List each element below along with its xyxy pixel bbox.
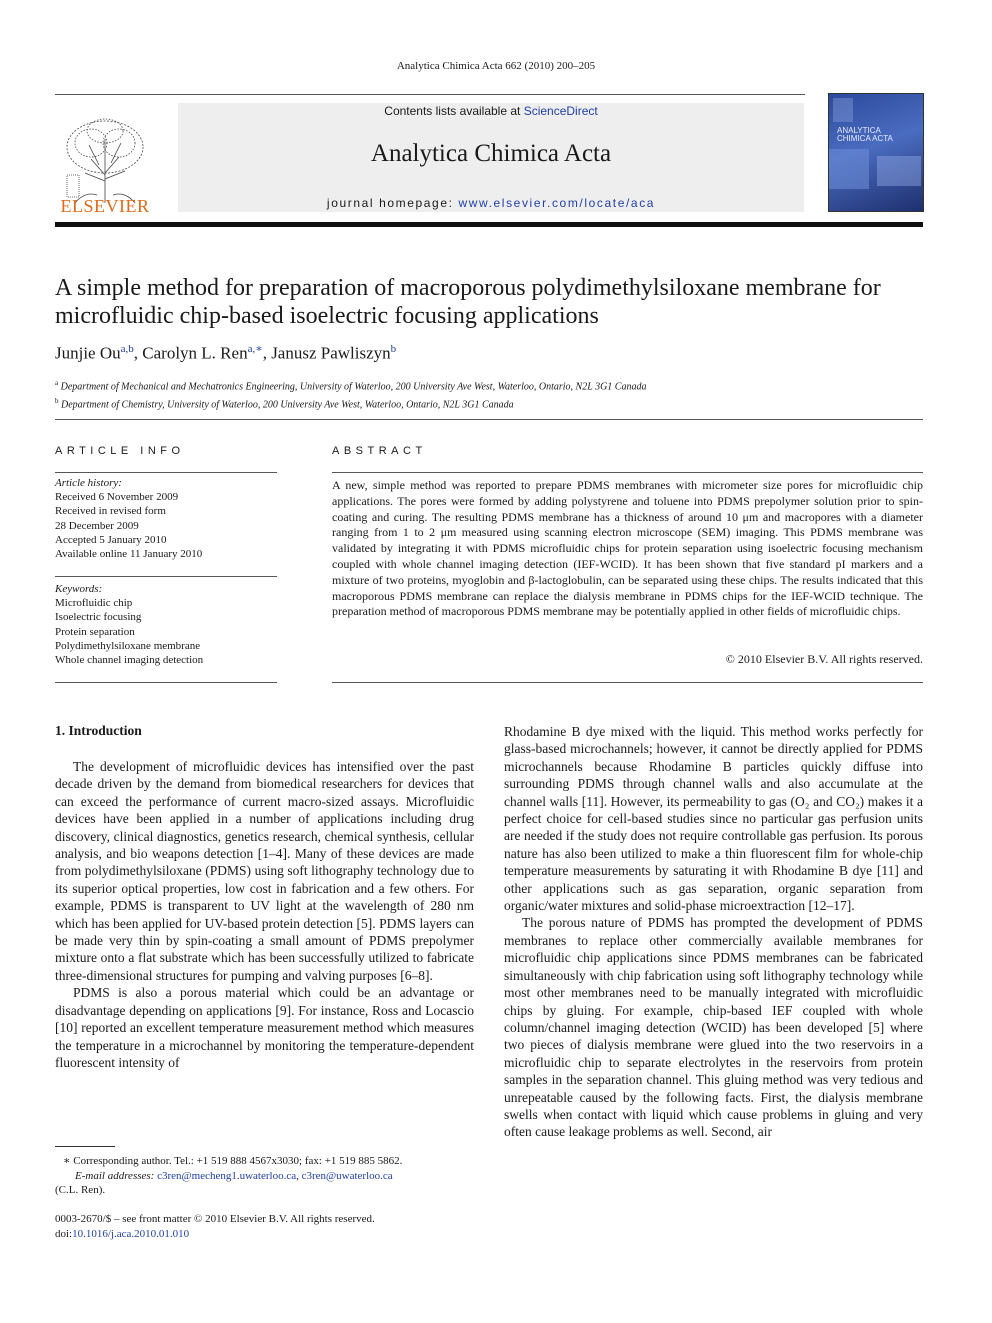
- cover-art: [829, 94, 924, 212]
- journal-homepage-link[interactable]: www.elsevier.com/locate/aca: [458, 196, 656, 210]
- article-info-bottom-rule: [55, 682, 277, 683]
- keyword-item: Polydimethylsiloxane membrane: [55, 639, 201, 652]
- contents-prefix: Contents lists available at: [384, 104, 524, 118]
- author-affiliation-marker[interactable]: a,∗: [247, 343, 263, 355]
- page-footer: [55, 1212, 475, 1242]
- email-separator: ,: [296, 1169, 302, 1182]
- author-affiliation-marker[interactable]: b: [390, 343, 397, 355]
- body-paragraph: The porous nature of PDMS has prompted the development of PDMS membranes to replace other commercially available membranes for microfluidic chip applications since PDMS membranes can be fabricated simultaneously with chip fabrication using soft lithography technology while most other membranes need to be manually integrated with microfluidic chips by gluing. For example, chip-based IEF coupled with whole column/channel imaging detection (WCID) has been developed [5] where two pieces of dialysis membrane were glued into the two reservoirs in a microfluidic chip to separate electrolytes in the reservoirs from protein samples in the separation channel. This gluing method was very tedious and unrepeatable caused by the following facts. First, the dialysis membrane swells when contact with liquid which cause problems in gluing and very often cause leakage problems as well. Second, air: [504, 915, 923, 1140]
- abstract-copyright: © 2010 Elsevier B.V. All rights reserved.: [725, 652, 923, 666]
- footnote-author-initials: (C.L. Ren).: [55, 1184, 106, 1197]
- author-list: Junjie Ou$^{a,b}$, Carolyn L. Ren$^{a,∗}$, Janusz Pawliszyn$^b$: [55, 343, 397, 363]
- body-column-right: [504, 723, 923, 1141]
- keyword-item: Whole channel imaging detection: [55, 654, 204, 667]
- cover-title-line1: ANALYTICA: [837, 126, 881, 135]
- email-label: E-mail addresses:: [75, 1169, 158, 1182]
- corresponding-author-footnote: [55, 1154, 475, 1198]
- article-history: [55, 476, 277, 561]
- homepage-prefix: journal homepage:: [326, 196, 459, 210]
- affiliation-item: [55, 394, 935, 412]
- email-link[interactable]: c3ren@uwaterloo.ca: [301, 1169, 393, 1182]
- history-line: Received in revised form: [55, 505, 166, 518]
- top-rule: [55, 94, 805, 95]
- affiliation-text: Department of Mechanical and Mechatronics Engineering, University of Waterloo, 200 University Ave West, Waterloo, Ontario, N2L 3G1 Canada: [60, 381, 647, 393]
- cover-title-line2: CHIMICA ACTA: [837, 134, 893, 143]
- body-paragraph: PDMS is also a porous material which could be an advantage or disadvantage depending on applications [9]. For instance, Ross and Locascio [10] reported an excellent temperature measurement method which measures the temperature in a microchannel by monitoring the temperature-dependent fluorescent intensity of: [55, 985, 474, 1070]
- author-affiliation-marker[interactable]: a,b: [120, 343, 134, 355]
- abstract-bottom-rule: [332, 682, 923, 683]
- history-line: Received 6 November 2009: [55, 491, 179, 504]
- footnote-rule: [55, 1146, 115, 1147]
- doi-line: [55, 1227, 475, 1242]
- contents-lists-line: [178, 104, 804, 118]
- email-line: [55, 1169, 475, 1184]
- email-link[interactable]: c3ren@mecheng1.uwaterloo.ca: [157, 1169, 297, 1182]
- history-line: Accepted 5 January 2010: [55, 533, 167, 546]
- doi-prefix: doi:: [55, 1228, 73, 1240]
- journal-citation: Analytica Chimica Acta 662 (2010) 200–205: [396, 60, 596, 72]
- body-paragraph: Rhodamine B dye mixed with the liquid. This method works perfectly for glass-based microchannels; however, it cannot be directly applied for PDMS microchannels because Rhodamine B particles quickly diffuse into surrounding PDMS through channel walls and also accumulate at the channel walls [11]. However, its permeability to gas (O₂ and CO₂) makes it a perfect choice for cell-based studies since no particular gas perfusion units are needed if the study does not require controllable gas perfusion. Its porous nature has also been utilized to make a thin fluorescent film for whole-chip temperature measurements by saturating it with Rhodamine B dye [11] and other applications such as gas separation, organic separation from organic/water mixtures and solid-phase microextraction [12–17].: [504, 724, 923, 914]
- keywords: [55, 582, 277, 667]
- journal-name: Analytica Chimica Acta: [370, 140, 612, 167]
- section-heading-introduction: 1. Introduction: [55, 723, 142, 738]
- corresponding-author-line: ∗ Corresponding author. Tel.: +1 519 888 4567x3030; fax: +1 519 885 5862.: [63, 1155, 403, 1167]
- article-history-label: Article history:: [55, 477, 122, 489]
- article-info-heading: ARTICLE INFO: [55, 445, 185, 457]
- keyword-item: Isoelectric focusing: [55, 611, 142, 624]
- affiliations: [55, 376, 935, 413]
- keyword-item: Microfluidic chip: [55, 597, 133, 610]
- journal-cover-thumbnail: [828, 93, 924, 212]
- cover-title: [837, 127, 923, 143]
- affiliations-rule: [55, 419, 923, 420]
- affiliation-text: Department of Chemistry, University of Waterloo, 200 University Ave West, Waterloo, Ontario, N2L 3G1 Canada: [61, 399, 514, 411]
- history-line: 28 December 2009: [55, 519, 139, 532]
- issn-line: 0003-2670/$ – see front matter © 2010 Elsevier B.V. All rights reserved.: [55, 1213, 375, 1225]
- journal-homepage-line: [178, 196, 804, 210]
- abstract-text: A new, simple method was reported to prepare PDMS membranes with micrometer size pores for microfluidic chip applications. The pores were formed by adding polystyrene and toluene into PDMS prepolymer solution prior to spin-coating and curing. The resulting PDMS membrane has a thickness of around 10 μm and macropores with a diameter ranging from 1 to 2 μm measured using scanning electron microscope (SEM) imaging. This PDMS membrane was validated by integrating it with PDMS microfluidic chips for protein separation using isoelectric focusing mechanism coupled with whole channel imaging detection (IEF-WCID). It has been shown that five standard pI markers and a mixture of two proteins, myoglobin and β-lactoglobulin, can be separated using these chips. The results indicated that this macroporous PDMS membrane can replace the dialysis membrane in PDMS chips for the IEF-WCID technique. The preparation method of macroporous PDMS membrane may be potentially applied in other fields of microfluidic chips.: [332, 478, 923, 619]
- header-thick-rule: [55, 222, 923, 227]
- doi-link[interactable]: 10.1016/j.aca.2010.01.010: [72, 1228, 190, 1240]
- affiliation-item: [55, 376, 935, 394]
- body-column-left: [55, 758, 474, 1071]
- author-name: Janusz Pawliszyn: [271, 343, 391, 363]
- article-info-rule: [55, 472, 277, 473]
- article-title: A simple method for preparation of macroporous polydimethylsiloxane membrane for microfluidic chip-based isoelectric focusing applications: [55, 275, 881, 329]
- author-name: Carolyn L. Ren: [142, 343, 248, 363]
- affiliation-marker: b: [55, 397, 59, 406]
- affiliation-marker: a: [55, 379, 59, 387]
- body-paragraph: The development of microfluidic devices has intensified over the past decade driven by the demand from biomedical researchers for devices that can exceed the performance of current macro-sized assays. Microfluidic devices have been applied in a number of applications including drug discovery, clinical diagnostics, genetics research, chemical synthesis, cellular analysis, and bio weapons detection [1–4]. Many of these devices are made from polydimethylsiloxane (PDMS) using soft lithography technology due to its superior optical properties, low cost in fabrication and a few others. For example, PDMS is transparent to UV light at the wavelength of 280 nm which has been applied for UV-based protein detection [5]. PDMS layers can be made very thin by spin-coating a small amount of PDMS prepolymer mixture onto a flat substrate which has been successfully utilized to fabricate three-dimensional structures for pumping and valving purposes [6–8].: [55, 759, 474, 983]
- keywords-label: Keywords:: [55, 583, 103, 595]
- author-name: Junjie Ou: [55, 343, 121, 363]
- keywords-rule: [55, 576, 277, 577]
- sciencedirect-link[interactable]: ScienceDirect: [523, 104, 598, 118]
- abstract-heading: ABSTRACT: [332, 445, 427, 457]
- keyword-item: Protein separation: [55, 625, 135, 638]
- abstract-rule: [332, 472, 923, 473]
- history-line: Available online 11 January 2010: [55, 548, 203, 561]
- elsevier-wordmark: ELSEVIER: [60, 196, 150, 216]
